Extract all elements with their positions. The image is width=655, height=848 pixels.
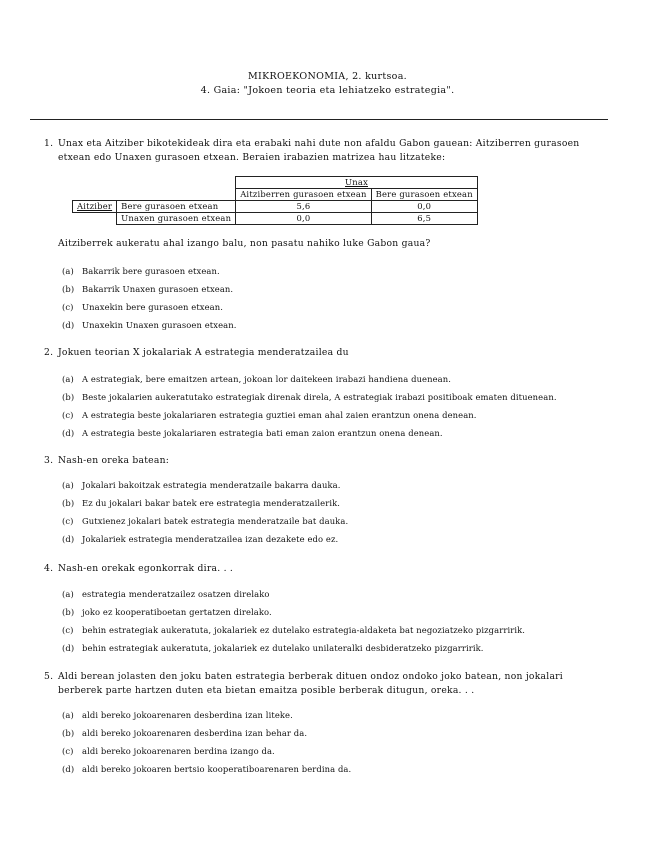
row-strategy-1: Bere gurasoen etxean bbox=[117, 201, 236, 213]
option-c[interactable]: (c) Gutxienez jokalari batek estrategia menderatzaile bat dauka. bbox=[62, 516, 349, 526]
option-a[interactable]: (a) aldi bereko jokoarenaren desberdina izan liteke. bbox=[62, 710, 293, 720]
question-2 bbox=[44, 346, 610, 360]
question-text: Nash-en oreka batean: bbox=[58, 455, 170, 466]
column-strategy-2: Bere gurasoen etxean bbox=[371, 189, 477, 201]
question-1-prompt: Aitziberrek aukeratu ahal izango balu, non pasatu nahiko luke Gabon gaua? bbox=[58, 238, 431, 249]
row-player-name: Aitziber bbox=[73, 201, 117, 213]
question-text: Unax eta Aitziber bikotekideak dira eta erabaki nahi dute non afaldu Gabon gauean: Aitziberren gurasoen etxean edo Unaxen gurasoen etxean. Beraien irabazien matrizea hau litzateke: bbox=[58, 138, 580, 163]
question-3 bbox=[44, 454, 610, 468]
question-number: 1. bbox=[44, 138, 54, 149]
payoff-cell: 5,6 bbox=[236, 201, 371, 213]
payoff-cell: 6,5 bbox=[371, 213, 477, 225]
column-strategy-1: Aitziberren gurasoen etxean bbox=[236, 189, 371, 201]
option-b[interactable]: (b) aldi bereko jokoarenaren desberdina izan behar da. bbox=[62, 728, 308, 738]
question-text: Aldi berean jolasten den joku baten estrategia berberak dituen ondoz ondoko joko batean, non jokalari berberek parte hartzen duten eta bietan emaitza posible berberak ditugun, oreka. . . bbox=[58, 671, 564, 696]
payoff-cell: 0,0 bbox=[371, 201, 477, 213]
option-c[interactable]: (c) Unaxekin bere gurasoen etxean. bbox=[62, 302, 224, 312]
question-number: 3. bbox=[44, 455, 54, 466]
question-1 bbox=[44, 137, 610, 164]
option-b[interactable]: (b) Beste jokalarien aukeratutako estrategiak direnak direla, A estrategiak irabazi positiboak ematen dituenean. bbox=[62, 392, 557, 402]
option-b[interactable]: (b) Ez du jokalari bakar batek ere estrategia menderatzailerik. bbox=[62, 498, 341, 508]
question-number: 5. bbox=[44, 671, 54, 682]
question-3-options bbox=[62, 476, 622, 548]
option-d[interactable]: (d) Jokalariek estrategia menderatzailea izan dezakete edo ez. bbox=[62, 534, 339, 544]
option-c[interactable]: (c) behin estrategiak aukeratuta, jokalariek ez dutelako estrategia-aldaketa bat negoziatzeko pizgarririk. bbox=[62, 625, 526, 635]
option-d[interactable]: (d) aldi bereko jokoaren bertsio kooperatiboarenaren berdina da. bbox=[62, 764, 352, 774]
question-number: 2. bbox=[44, 347, 54, 358]
option-a[interactable]: (a) estrategia menderatzailez osatzen direlako bbox=[62, 589, 270, 599]
payoff-cell: 0,0 bbox=[236, 213, 371, 225]
question-5-options bbox=[62, 706, 622, 778]
question-text: Nash-en orekak egonkorrak dira. . . bbox=[58, 563, 234, 574]
topic-subtitle: 4. Gaia: "Jokoen teoria eta lehiatzeko estrategia". bbox=[200, 85, 455, 96]
question-2-options bbox=[62, 370, 622, 442]
payoff-matrix bbox=[72, 176, 478, 225]
question-5 bbox=[44, 670, 610, 697]
option-a[interactable]: (a) A estrategiak, bere emaitzen artean, jokoan lor daitekeen irabazi handiena duenean. bbox=[62, 374, 452, 384]
option-b[interactable]: (b) joko ez kooperatiboetan gertatzen direlako. bbox=[62, 607, 272, 617]
course-title: MIKROEKONOMIA, 2. kurtsoa. bbox=[248, 71, 407, 82]
question-text: Jokuen teorian X jokalariak A estrategia menderatzailea du bbox=[58, 347, 349, 358]
option-a[interactable]: (a) Jokalari bakoitzak estrategia menderatzaile bakarra dauka. bbox=[62, 480, 341, 490]
option-d[interactable]: (d) behin estrategiak aukeratuta, jokalariek ez dutelako unilateralki desbideratzeko pizgarririk. bbox=[62, 643, 484, 653]
question-4-options bbox=[62, 585, 622, 657]
question-1-options bbox=[62, 262, 622, 334]
header-rule bbox=[30, 119, 608, 120]
question-number: 4. bbox=[44, 563, 54, 574]
option-c[interactable]: (c) aldi bereko jokoarenaren berdina izango da. bbox=[62, 746, 275, 756]
option-c[interactable]: (c) A estrategia beste jokalariaren estrategia guztiei eman ahal zaien erantzun onena denean. bbox=[62, 410, 477, 420]
option-a[interactable]: (a) Bakarrik bere gurasoen etxean. bbox=[62, 266, 220, 276]
document-header bbox=[0, 70, 655, 98]
option-b[interactable]: (b) Bakarrik Unaxen gurasoen etxean. bbox=[62, 284, 234, 294]
column-player-name: Unax bbox=[236, 177, 478, 189]
row-strategy-2: Unaxen gurasoen etxean bbox=[117, 213, 236, 225]
option-d[interactable]: (d) Unaxekin Unaxen gurasoen etxean. bbox=[62, 320, 237, 330]
question-4 bbox=[44, 562, 610, 576]
option-d[interactable]: (d) A estrategia beste jokalariaren estrategia bati eman zaion erantzun onena denean. bbox=[62, 428, 443, 438]
